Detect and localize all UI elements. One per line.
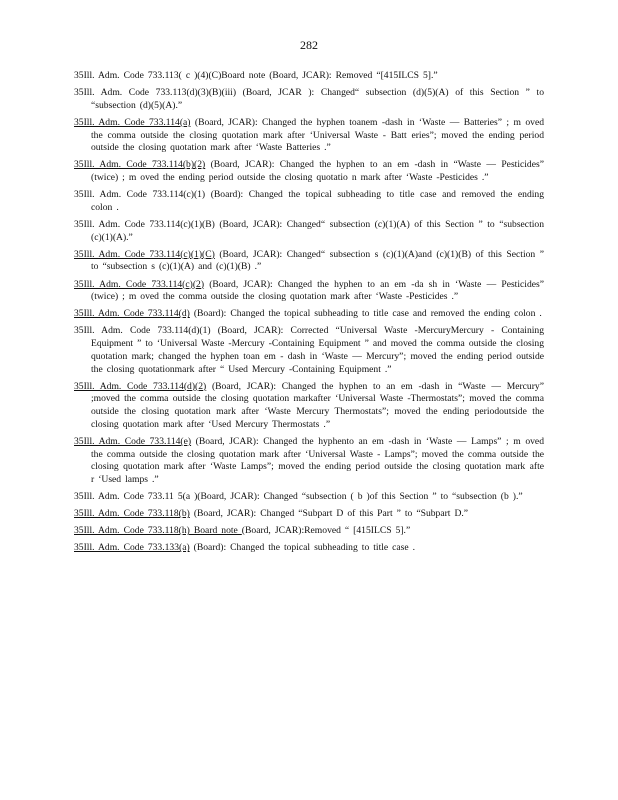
list-item bbox=[74, 70, 544, 83]
list-item bbox=[74, 308, 544, 321]
entry-text: (Board, JCAR): Changed the hyphen to an em -dash in “Waste — Mercury” ;moved the comma outside the closing quotation markafter ‘Universal Waste -Thermostats”; moved the comma outside the closing quotation mark after ‘Waste Mercury Thermostats”; moved the ending periodoutside the closing quotation mark after ‘Used Mercury Thermostats .” bbox=[91, 380, 544, 430]
citation: 35Ill. Adm. Code 733.114(c)(1)(B) bbox=[74, 218, 215, 230]
list-item bbox=[74, 219, 544, 244]
entry-text: (Board, JCAR): Changed “Subpart D of this Part ” to “Subpart D.” bbox=[189, 508, 469, 520]
entry-text: (Board, JCAR): Changed “subsection ( b )of this Section ” to “subsection (b ).” bbox=[197, 491, 523, 503]
list-item bbox=[74, 508, 544, 521]
entry-text: (Board): Changed the topical subheading to title case . bbox=[189, 542, 416, 554]
citation: 35Ill. Adm. Code 733.114(c)(1) bbox=[74, 189, 206, 201]
list-item bbox=[74, 525, 544, 538]
entry-text: (Board): Changed the topical subheading to title case and removed the ending colon . bbox=[91, 189, 544, 213]
entry-text: (Board, JCAR): Corrected “Universal Waste -MercuryMercury - Containing Equipment ” to ‘Universal Waste -Mercury -Containing Equipment ” and moved the comma outside the closing quotation mark; changed the hyphen toan em - dash in ‘Waste — Mercury”; moved the ending period outside the closing quotationmark after “ Used Mercury -Containing Equipment .” bbox=[91, 325, 544, 375]
list-item bbox=[74, 491, 544, 504]
citation: 35Ill. Adm. Code 733.11 5(a ) bbox=[74, 491, 198, 503]
list-item bbox=[74, 542, 544, 555]
entry-text: (Board, JCAR): Changed the hyphen to an em -da sh in ‘Waste — Pesticides” (twice) ; m oved the comma outside the closing quotation mark after ‘Waste -Pesticides .” bbox=[91, 278, 544, 303]
citation: 35Ill. Adm. Code 733.114(d) bbox=[74, 308, 190, 320]
citation: 35Ill. Adm. Code 733.133(a) bbox=[74, 542, 190, 554]
page-number: 282 bbox=[300, 38, 318, 52]
entry-text: (Board, JCAR): Changed“ subsection (c)(1)(A) of this Section ” to “subsection (c)(1)(A).” bbox=[91, 218, 544, 243]
citation: 35Ill. Adm. Code 733.114(c)(1)(C) bbox=[74, 248, 215, 260]
citation: 35Ill. Adm. Code 733.118(b) bbox=[74, 508, 190, 520]
list-item bbox=[74, 381, 544, 432]
list-item bbox=[74, 279, 544, 304]
entry-text: (Board, JCAR): Changed the hyphen to an em -dash in “Waste — Pesticides” (twice) ; m oved the ending period outside the closing quotatio n mark after ‘Waste -Pesticides .” bbox=[91, 159, 544, 184]
citation: 35Ill. Adm. Code 733.114(e) bbox=[74, 435, 192, 447]
entry-text: (Board, JCAR): Changed the hyphento an em -dash in ‘Waste — Lamps” ; m oved the comma outside the closing quotation mark after ‘Universal Waste - Lamps”; moved the comma outside the closing quotation mark after ‘Waste Lamps”; moved the ending period outside the closing quotation mark afte r ‘Used lamps .” bbox=[91, 435, 544, 485]
entry-text: (Board, JCAR): Changed the hyphen toanem -dash in ‘Waste — Batteries” ; m oved the comma outside the closing quotation mark after ‘Universal Waste - Batt eries”; moved the ending period outside the closing quotation mark after ‘Waste Batteries .” bbox=[91, 116, 544, 154]
list-item bbox=[74, 159, 544, 184]
amendment-list bbox=[74, 70, 544, 559]
entry-text: (Board, JCAR):Removed “ [415ILCS 5].” bbox=[241, 525, 411, 537]
citation: 35Ill. Adm. Code 733.118(h) Board note bbox=[74, 525, 242, 537]
entry-text: (Board, JCAR): Changed“ subsection s (c)(1)(A)and (c)(1)(B) of this Section ” to “subsection s (c)(1)(A) and (c)(1)(B) .” bbox=[91, 248, 544, 273]
list-item bbox=[74, 189, 544, 214]
list-item bbox=[74, 87, 544, 112]
list-item bbox=[74, 249, 544, 274]
entry-text: (Board, JCAR ): Changed“ subsection (d)(5)(A) of this Section ” to “subsection (d)(5)(A).” bbox=[91, 87, 544, 111]
citation: 35Ill. Adm. Code 733.114(d)(2) bbox=[74, 380, 207, 392]
citation: 35Ill. Adm. Code 733.114(b)(2) bbox=[74, 159, 206, 171]
list-item bbox=[74, 436, 544, 487]
citation: 35Ill. Adm. Code 733.114(c)(2) bbox=[74, 278, 205, 290]
citation: 35Ill. Adm. Code 733.114(d)(1) bbox=[74, 325, 211, 337]
citation: 35Ill. Adm. Code 733.113( c )(4)(C)Board bbox=[74, 70, 245, 81]
entry-text: (Board): Changed the topical subheading to title case and removed the ending colon . bbox=[189, 308, 542, 320]
list-item bbox=[74, 117, 544, 155]
list-item bbox=[74, 325, 544, 376]
citation: 35Ill. Adm. Code 733.113(d)(3)(B)(iii) bbox=[74, 87, 237, 99]
entry-text: note (Board, JCAR): Removed “[415ILCS 5].” bbox=[244, 70, 438, 81]
citation: 35Ill. Adm. Code 733.114(a) bbox=[74, 116, 191, 128]
